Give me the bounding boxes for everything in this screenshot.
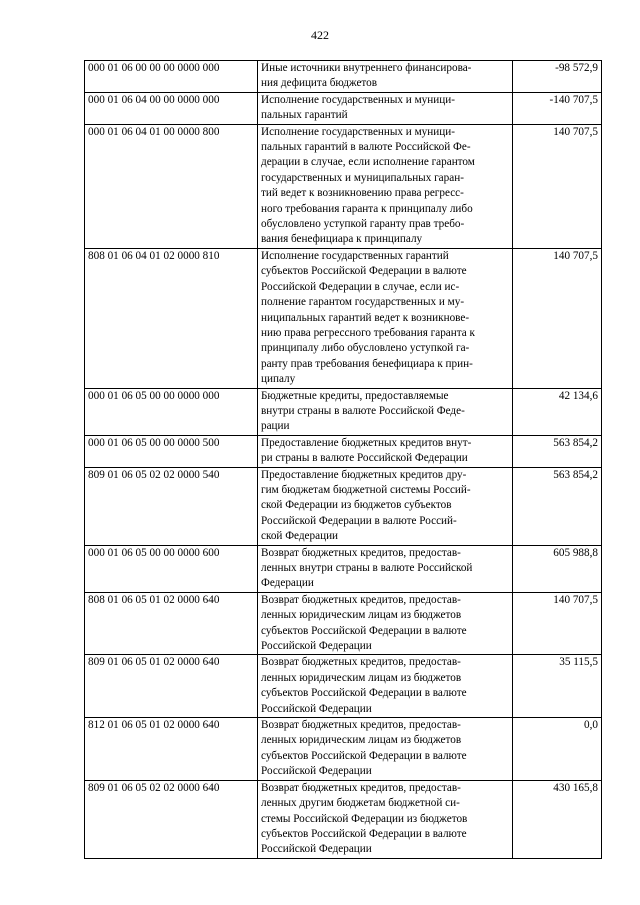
source-name-line: ципалу — [261, 373, 296, 386]
budget-code-cell: 000 01 06 04 00 00 0000 000 — [85, 92, 258, 124]
source-name-line: Исполнение государственных и муници- — [261, 125, 455, 138]
source-name-line: Возврат бюджетных кредитов, предостав- — [261, 546, 461, 559]
budget-code-cell: 000 01 06 05 00 00 0000 000 — [85, 388, 258, 435]
source-name-line: ри страны в валюте Российской Федерации — [261, 452, 468, 465]
source-name-line: Предоставление бюджетных кредитов дру- — [261, 468, 467, 481]
source-name-line: вания бенефициара к принципалу — [261, 233, 423, 246]
source-name-cell — [258, 592, 513, 655]
source-name-line: дерации в случае, если исполнение гарантом — [261, 156, 475, 169]
source-name-line: субъектов Российской Федерации в валюте — [261, 827, 467, 840]
table-row — [85, 248, 602, 388]
source-name-line: Российской Федерации — [261, 843, 372, 856]
source-name-line: ниципальных гарантий ведет к возникнове- — [261, 311, 470, 324]
source-name-cell — [258, 467, 513, 545]
amount-cell: 35 115,5 — [513, 655, 602, 718]
source-name-cell — [258, 92, 513, 124]
budget-code-cell: 808 01 06 04 01 02 0000 810 — [85, 248, 258, 388]
source-name-line: внутри страны в валюте Российской Феде- — [261, 404, 465, 417]
source-name-line: Российской Федерации — [261, 702, 372, 715]
source-name-line: Возврат бюджетных кредитов, предостав- — [261, 781, 461, 794]
budget-code-cell: 000 01 06 05 00 00 0000 500 — [85, 435, 258, 467]
budget-code-cell: 809 01 06 05 02 02 0000 640 — [85, 780, 258, 858]
table-row — [85, 92, 602, 124]
source-name-cell — [258, 718, 513, 781]
source-name-line: Российской Федерации в валюте Россий- — [261, 514, 457, 527]
amount-cell: 140 707,5 — [513, 124, 602, 248]
amount-cell: 140 707,5 — [513, 592, 602, 655]
budget-code-cell: 808 01 06 05 01 02 0000 640 — [85, 592, 258, 655]
source-name-line: Иные источники внутреннего финансирова- — [261, 62, 472, 74]
source-name-cell — [258, 545, 513, 592]
table-row — [85, 718, 602, 781]
budget-code-cell: 809 01 06 05 02 02 0000 540 — [85, 467, 258, 545]
budget-code-cell: 000 01 06 00 00 00 0000 000 — [85, 61, 258, 93]
source-name-line: пальных гарантий — [261, 109, 348, 122]
source-name-line: ской Федерации — [261, 530, 339, 543]
source-name-cell — [258, 655, 513, 718]
amount-cell: 140 707,5 — [513, 248, 602, 388]
table-row — [85, 435, 602, 467]
source-name-cell — [258, 780, 513, 858]
budget-code-cell: 809 01 06 05 01 02 0000 640 — [85, 655, 258, 718]
source-name-line: обусловлено уступкой гаранту прав требо- — [261, 218, 465, 231]
source-name-cell — [258, 61, 513, 93]
source-name-line: Федерации — [261, 577, 314, 590]
source-name-line: полнение гарантом государственных и му- — [261, 296, 465, 309]
amount-cell: -140 707,5 — [513, 92, 602, 124]
source-name-line: стемы Российской Федерации из бюджетов — [261, 812, 468, 825]
source-name-line: Российской Федерации — [261, 765, 372, 778]
amount-cell: 0,0 — [513, 718, 602, 781]
source-name-line: ленных внутри страны в валюте Российской — [261, 562, 473, 574]
table-row — [85, 592, 602, 655]
source-name-line: Возврат бюджетных кредитов, предостав- — [261, 593, 461, 606]
amount-cell: 430 165,8 — [513, 780, 602, 858]
source-name-line: ленных юридическим лицам из бюджетов — [261, 734, 462, 747]
source-name-line: Возврат бюджетных кредитов, предостав- — [261, 719, 461, 732]
source-name-line: Исполнение государственных гарантий — [261, 249, 449, 262]
source-name-line: субъектов Российской Федерации в валюте — [261, 749, 467, 762]
source-name-cell — [258, 248, 513, 388]
amount-cell: 563 854,2 — [513, 467, 602, 545]
source-name-line: ской Федерации из бюджетов субъектов — [261, 499, 452, 512]
source-name-line: тий ведет к возникновению права регресс- — [261, 187, 464, 200]
budget-code-cell: 000 01 06 04 01 00 0000 800 — [85, 124, 258, 248]
source-name-line: Исполнение государственных и муници- — [261, 93, 455, 106]
budget-sources-table — [84, 60, 602, 859]
source-name-line: пальных гарантий в валюте Российской Фе- — [261, 141, 471, 154]
budget-code-cell: 000 01 06 05 00 00 0000 600 — [85, 545, 258, 592]
amount-cell: -98 572,9 — [513, 61, 602, 93]
source-name-line: ленных другим бюджетам бюджетной си- — [261, 797, 460, 810]
source-name-cell — [258, 435, 513, 467]
source-name-cell — [258, 388, 513, 435]
table-row — [85, 388, 602, 435]
source-name-line: ранту прав требования бенефициара к прин- — [261, 357, 473, 370]
table-row — [85, 545, 602, 592]
page-number: 422 — [311, 28, 329, 42]
source-name-line: Возврат бюджетных кредитов, предостав- — [261, 656, 461, 669]
budget-code-cell: 812 01 06 05 01 02 0000 640 — [85, 718, 258, 781]
table-row — [85, 61, 602, 93]
source-name-line: Российской Федерации в случае, если ис- — [261, 280, 460, 293]
amount-cell: 605 988,8 — [513, 545, 602, 592]
source-name-line: Предоставление бюджетных кредитов внут- — [261, 436, 472, 449]
source-name-cell — [258, 124, 513, 248]
source-name-line: нию права регрессного требования гаранта к — [261, 326, 475, 339]
table-row — [85, 124, 602, 248]
table-body — [85, 61, 602, 859]
source-name-line: Российской Федерации — [261, 640, 372, 653]
source-name-line: субъектов Российской Федерации в валюте — [261, 265, 467, 278]
amount-cell: 563 854,2 — [513, 435, 602, 467]
source-name-line: ленных юридическим лицам из бюджетов — [261, 671, 462, 684]
source-name-line: государственных и муниципальных гаран- — [261, 171, 464, 184]
source-name-line: гим бюджетам бюджетной системы Россий- — [261, 483, 471, 496]
source-name-line: ленных юридическим лицам из бюджетов — [261, 609, 462, 622]
source-name-line: принципалу либо обусловлено уступкой га- — [261, 342, 470, 355]
source-name-line: Бюджетные кредиты, предоставляемые — [261, 389, 449, 402]
source-name-line: рации — [261, 420, 290, 433]
source-name-line: ного требования гаранта к принципалу либо — [261, 202, 473, 215]
table-row — [85, 655, 602, 718]
source-name-line: субъектов Российской Федерации в валюте — [261, 687, 467, 700]
table-row — [85, 467, 602, 545]
source-name-line: ния дефицита бюджетов — [261, 77, 378, 90]
table-row — [85, 780, 602, 858]
amount-cell: 42 134,6 — [513, 388, 602, 435]
source-name-line: субъектов Российской Федерации в валюте — [261, 624, 467, 637]
